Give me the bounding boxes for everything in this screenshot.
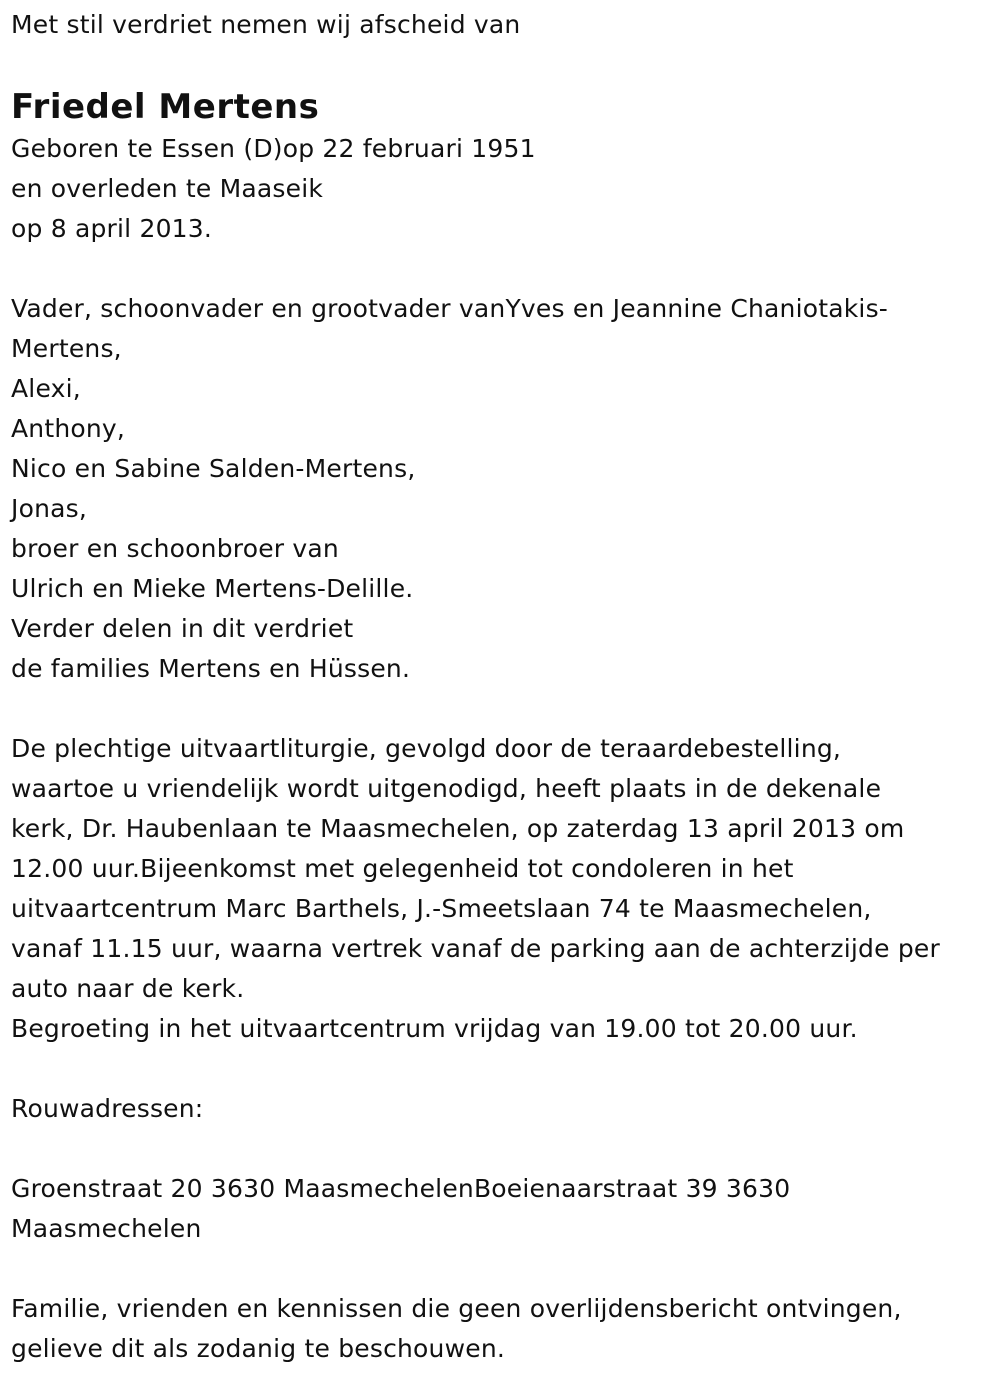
family-line: Verder delen in dit verdriet (11, 614, 354, 643)
family-line: Vader, schoonvader en grootvader vanYves en Jeannine Chaniotakis- (11, 294, 889, 323)
closing-section (11, 1289, 991, 1369)
ceremony-line: Begroeting in het uitvaartcentrum vrijdag van 19.00 tot 20.00 uur. (11, 1014, 858, 1043)
death-notice (11, 0, 991, 1369)
family-line: Alexi, (11, 374, 81, 403)
family-line: Nico en Sabine Salden-Mertens, (11, 454, 416, 483)
family-line: Jonas, (11, 494, 88, 523)
deceased-name: Friedel Mertens (11, 87, 320, 127)
ceremony-line: De plechtige uitvaartliturgie, gevolgd door de teraardebestelling, (11, 734, 842, 763)
family-line: Mertens, (11, 334, 122, 363)
ceremony-line: kerk, Dr. Haubenlaan te Maasmechelen, op zaterdag 13 april 2013 om (11, 814, 905, 843)
ceremony-section (11, 729, 991, 1049)
family-line: de families Mertens en Hüssen. (11, 654, 411, 683)
family-line: broer en schoonbroer van (11, 534, 339, 563)
family-section (11, 289, 991, 689)
address-line: Groenstraat 20 3630 MaasmechelenBoeienaarstraat 39 3630 (11, 1174, 791, 1203)
spacer (11, 1249, 991, 1289)
spacer (11, 249, 991, 289)
spacer (11, 1129, 991, 1169)
ceremony-line: waartoe u vriendelijk wordt uitgenodigd, heeft plaats in de dekenale (11, 774, 882, 803)
death-date-line: op 8 april 2013. (11, 214, 213, 243)
ceremony-line: auto naar de kerk. (11, 974, 245, 1003)
ceremony-line: vanaf 11.15 uur, waarna vertrek vanaf de parking aan de achterzijde per (11, 934, 940, 963)
birth-death-details (11, 129, 991, 249)
intro-text: Met stil verdriet nemen wij afscheid van (11, 10, 521, 39)
spacer (11, 1049, 991, 1089)
closing-line: Familie, vrienden en kennissen die geen overlijdensbericht ontvingen, (11, 1294, 902, 1323)
ceremony-line: uitvaartcentrum Marc Barthels, J.-Smeetslaan 74 te Maasmechelen, (11, 894, 872, 923)
addresses-heading: Rouwadressen: (11, 1094, 204, 1123)
closing-line: gelieve dit als zodanig te beschouwen. (11, 1334, 506, 1363)
family-line: Anthony, (11, 414, 126, 443)
family-line: Ulrich en Mieke Mertens-Delille. (11, 574, 414, 603)
addresses-section (11, 1169, 991, 1249)
spacer (11, 689, 991, 729)
address-line: Maasmechelen (11, 1214, 202, 1243)
death-line: en overleden te Maaseik (11, 174, 324, 203)
birth-line: Geboren te Essen (D)op 22 februari 1951 (11, 134, 536, 163)
ceremony-line: 12.00 uur.Bijeenkomst met gelegenheid tot condoleren in het (11, 854, 794, 883)
